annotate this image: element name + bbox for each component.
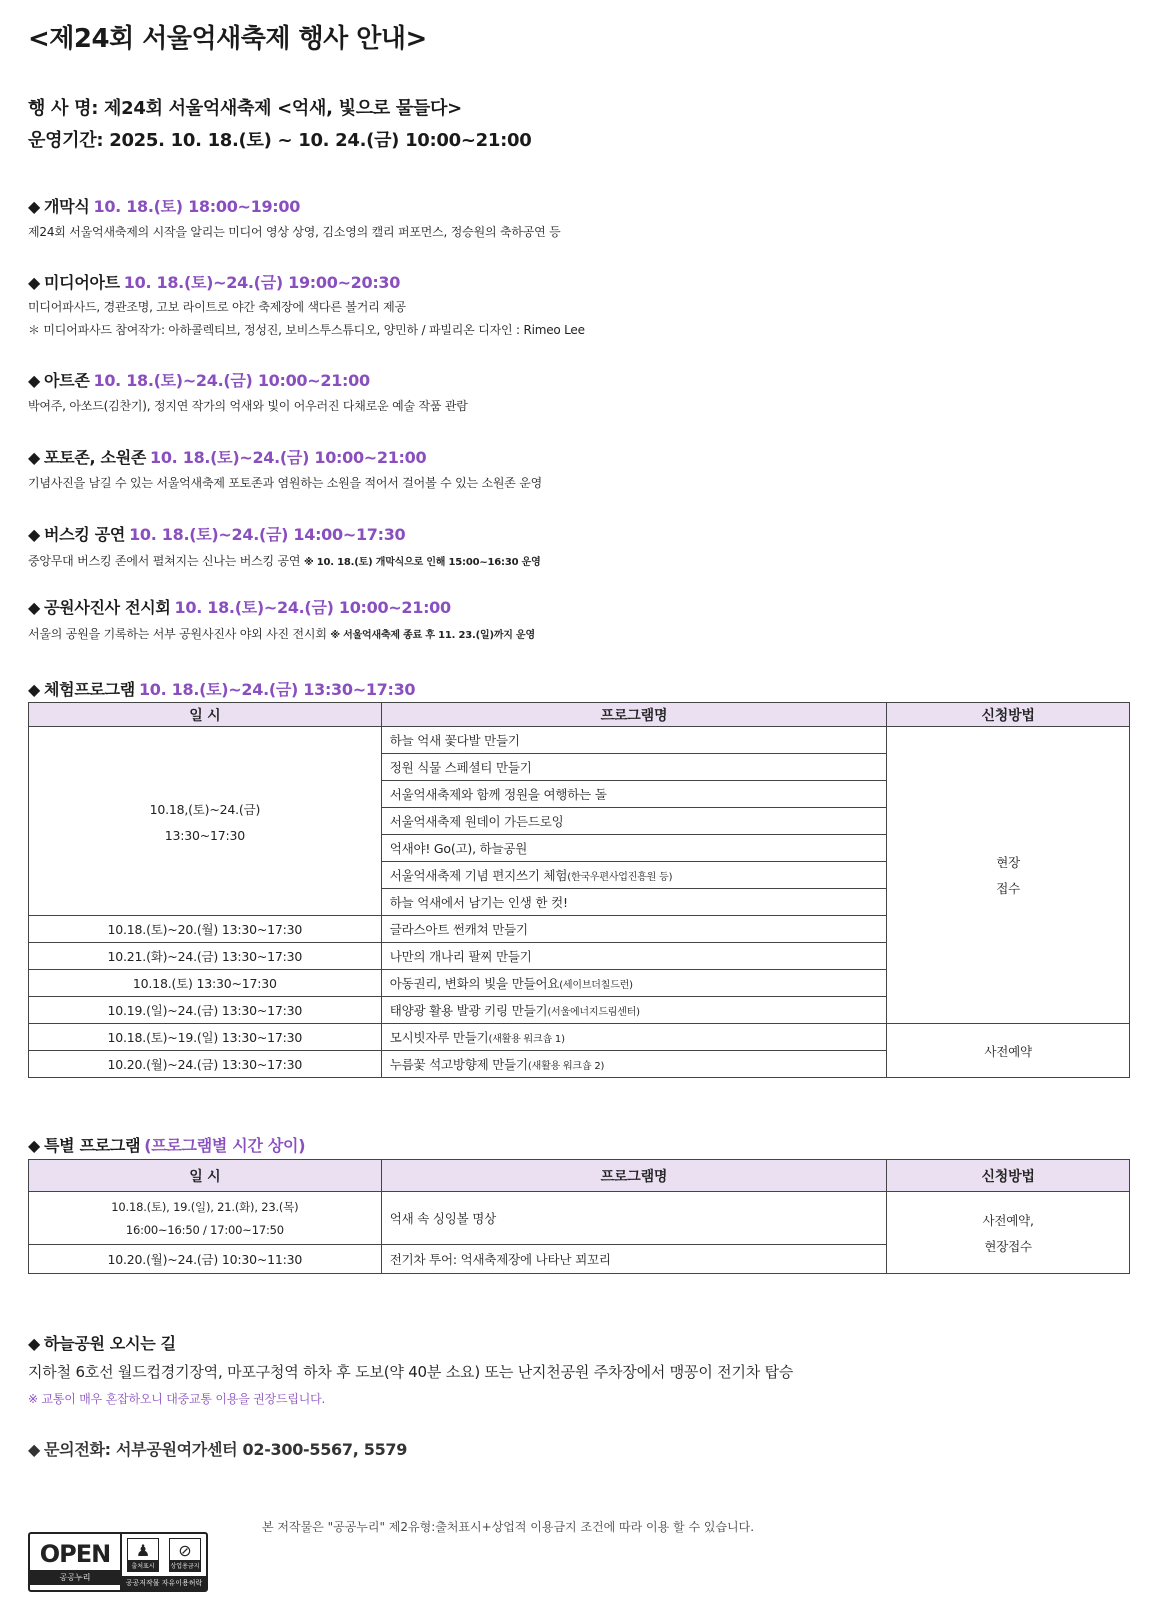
program-name: 모시빗자루 만들기: [389, 1030, 489, 1045]
section-busking: [28, 522, 405, 545]
section-name: 하늘공원 오시는 길: [44, 1334, 176, 1353]
program-cell: 억새 속 싱잉볼 명상: [381, 1192, 886, 1245]
date-cell: 10.18.(토)~19.(일) 13:30~17:30: [29, 1024, 382, 1051]
section-description: [28, 625, 535, 642]
section-photo-zone: [28, 445, 426, 468]
diamond-bullet-icon: ◆: [28, 1334, 41, 1353]
icon-label: 상업용금지: [170, 1560, 200, 1571]
program-cell: [381, 997, 887, 1024]
program-cell: 정원 식물 스페셜티 만들기: [381, 754, 887, 781]
date-cell: 10.18.(토)~20.(월) 13:30~17:30: [29, 916, 382, 943]
section-time: 10. 18.(토)~24.(금) 10:00~21:00: [174, 598, 451, 617]
diamond-bullet-icon: ◆: [28, 598, 41, 617]
section-description: 박여주, 아쏘드(김찬기), 정지연 작가의 억새와 빛이 어우러진 다채로운 예술 작품 관람: [28, 399, 468, 413]
program-name: 태양광 활용 발광 키링 만들기: [389, 1003, 548, 1018]
non-commercial-icon: ⊘ 상업용금지: [169, 1538, 201, 1572]
section-description: 미디어파사드, 경관조명, 고보 라이트로 야간 축제장에 색다른 볼거리 제공: [28, 300, 406, 314]
program-note: (새활용 워크숍 2): [527, 1061, 605, 1072]
method-cell: [887, 727, 1130, 1024]
open-logo: [30, 1534, 122, 1590]
license-icon-group: [122, 1534, 206, 1576]
program-cell: 하늘 억새에서 남기는 인생 한 컷!: [381, 889, 887, 916]
program-cell: 서울억새축제 원데이 가든드로잉: [381, 808, 887, 835]
diamond-bullet-icon: ◆: [28, 371, 41, 390]
program-note: (새활용 워크숍 1): [488, 1034, 565, 1045]
section-time: 10. 18.(토)~24.(금) 10:00~21:00: [150, 448, 427, 467]
event-period: 운영기간: 2025. 10. 18.(토) ~ 10. 24.(금) 10:00~21:00: [28, 130, 532, 151]
contact-info: [28, 1437, 407, 1460]
program-name: 서울억새축제 기념 편지쓰기 체험: [389, 868, 568, 883]
section-name: 버스킹 공연: [44, 525, 126, 544]
license-text: 본 저작물은 "공공누리" 제2유형:출처표시+상업적 이용금지 조건에 따라 이용 할 수 있습니다.: [262, 1520, 755, 1534]
table-row: [29, 1024, 1130, 1051]
program-cell: [381, 970, 887, 997]
diamond-bullet-icon: ◆: [28, 197, 41, 216]
column-header: 프로그램명: [381, 1160, 886, 1192]
date-line: 10.18.(토), 19.(일), 21.(화), 23.(목): [111, 1200, 299, 1214]
section-name: 체험프로그램: [44, 680, 135, 699]
column-header: 신청방법: [887, 703, 1130, 727]
diamond-bullet-icon: ◆: [28, 680, 41, 699]
description-note: ※ 서울억새축제 종료 후 11. 23.(일)까지 운영: [330, 630, 535, 641]
section-time: 10. 18.(토)~24.(금) 13:30~17:30: [138, 680, 416, 699]
table-header-row: [29, 703, 1130, 727]
date-range: 10.18,(토)~24.(금): [149, 801, 261, 817]
method-line: 현장: [996, 855, 1020, 870]
section-photo-exhibition: [28, 595, 451, 618]
program-cell: [381, 1024, 887, 1051]
license-icons: [122, 1534, 206, 1590]
program-cell: 서울억새축제와 함께 정원을 여행하는 돌: [381, 781, 887, 808]
program-name: 아동권리, 변화의 빛을 만들어요: [389, 976, 560, 991]
program-cell: 억새야! Go(고), 하늘공원: [381, 835, 887, 862]
method-line: 접수: [996, 881, 1020, 896]
section-artists-note: ＊ 미디어파사드 참여작가: 아하콜렉티브, 정성진, 보비스투스튜디오, 양민하 / 파빌리온 디자인 : Rimeo Lee: [28, 323, 585, 337]
open-text: OPEN: [39, 1539, 111, 1568]
section-time: 10. 18.(토)~24.(금) 14:00~17:30: [129, 525, 406, 544]
program-note: (세이브더칠드런): [559, 980, 633, 991]
diamond-bullet-icon: ◆: [28, 273, 41, 292]
section-time: 10. 18.(토) 18:00~19:00: [93, 197, 301, 216]
date-cell: 10.18.(토) 13:30~17:30: [29, 970, 382, 997]
date-cell: [29, 1192, 382, 1245]
method-cell: 사전예약: [887, 1024, 1130, 1078]
method-line: 사전예약,: [982, 1212, 1034, 1228]
column-header: 일 시: [29, 1160, 382, 1192]
program-note: (한국우편사업진흥원 등): [567, 872, 673, 883]
column-header: 일 시: [29, 703, 382, 727]
diamond-bullet-icon: ◆: [28, 448, 41, 467]
program-cell: 하늘 억새 꽃다발 만들기: [381, 727, 887, 754]
column-header: 신청방법: [887, 1160, 1130, 1192]
section-art-zone: [28, 368, 370, 391]
method-line: 현장접수: [984, 1238, 1032, 1254]
date-cell: 10.19.(일)~24.(금) 13:30~17:30: [29, 997, 382, 1024]
contact-text: 문의전화: 서부공원여가센터 02-300-5567, 5579: [44, 1440, 408, 1459]
experience-program-table: [28, 702, 1130, 1078]
section-media-art: [28, 270, 400, 293]
section-directions: [28, 1331, 176, 1354]
description-note: ※ 10. 18.(토) 개막식으로 인해 15:00~16:30 운영: [303, 557, 541, 568]
time-range: 13:30~17:30: [164, 827, 246, 843]
program-name: 누름꽃 석고방향제 만들기: [389, 1057, 528, 1072]
kogl-license-logo: [28, 1532, 208, 1592]
section-name: 특별 프로그램: [44, 1136, 141, 1155]
section-name: 포토존, 소원존: [44, 448, 147, 467]
section-name: 미디어아트: [44, 273, 120, 292]
date-cell: 10.20.(월)~24.(금) 13:30~17:30: [29, 1051, 382, 1078]
icon-label: 출처표시: [128, 1560, 158, 1571]
section-description: 기념사진을 남길 수 있는 서울억새축제 포토존과 염원하는 소원을 적어서 걸어볼 수 있는 소원존 운영: [28, 476, 543, 490]
directions-text: 지하철 6호선 월드컵경기장역, 마포구청역 하차 후 도보(약 40분 소요) 또는 난지천공원 주차장에서 맹꽁이 전기차 탑승: [28, 1363, 794, 1381]
special-program-table: [28, 1159, 1130, 1274]
section-name: 개막식: [44, 197, 90, 216]
description-text: 서울의 공원을 기록하는 서부 공원사진사 야외 사진 전시회: [28, 627, 331, 641]
description-text: 중앙무대 버스킹 존에서 펼쳐지는 신나는 버스킹 공연: [28, 554, 304, 568]
event-name: 행 사 명: 제24회 서울억새축제 <억새, 빛으로 물들다>: [28, 98, 462, 119]
program-cell: 전기차 투어: 억새축제장에 나타난 꾀꼬리: [381, 1245, 886, 1274]
section-experience-program: [28, 677, 415, 700]
table-row: [29, 727, 1130, 754]
section-description: 제24회 서울억새축제의 시작을 알리는 미디어 영상 상영, 김소영의 캘리 퍼포먼스, 정승원의 축하공연 등: [28, 225, 561, 239]
time-line: 16:00~16:50 / 17:00~17:50: [125, 1223, 284, 1237]
date-cell: [29, 727, 382, 916]
program-cell: 글라스아트 썬캐쳐 만들기: [381, 916, 887, 943]
license-subtext: 공공저작물 자유이용허락: [122, 1576, 206, 1590]
section-time: 10. 18.(토)~24.(금) 19:00~20:30: [123, 273, 401, 292]
attribution-icon: ♟ 출처표시: [127, 1538, 159, 1572]
directions-note: ※ 교통이 매우 혼잡하오니 대중교통 이용을 권장드립니다.: [28, 1392, 326, 1406]
diamond-bullet-icon: ◆: [28, 1136, 41, 1155]
section-time: 10. 18.(토)~24.(금) 10:00~21:00: [93, 371, 370, 390]
section-special-program: [28, 1133, 305, 1156]
section-time: (프로그램별 시간 상이): [144, 1136, 306, 1155]
section-name: 공원사진사 전시회: [44, 598, 171, 617]
section-name: 아트존: [44, 371, 90, 390]
section-opening-ceremony: [28, 194, 300, 217]
date-cell: 10.21.(화)~24.(금) 13:30~17:30: [29, 943, 382, 970]
program-cell: [381, 1051, 887, 1078]
table-row: [29, 1192, 1130, 1245]
program-note: (서울에너지드림센터): [547, 1007, 640, 1018]
diamond-bullet-icon: ◆: [28, 525, 41, 544]
diamond-bullet-icon: ◆: [28, 1440, 41, 1459]
page-title: <제24회 서울억새축제 행사 안내>: [28, 24, 427, 54]
program-cell: 나만의 개나리 팔찌 만들기: [381, 943, 887, 970]
section-description: [28, 552, 541, 569]
date-cell: 10.20.(월)~24.(금) 10:30~11:30: [29, 1245, 382, 1274]
column-header: 프로그램명: [381, 703, 887, 727]
program-cell: [381, 862, 887, 889]
method-cell: [887, 1192, 1130, 1274]
open-subtext: 공공누리: [30, 1570, 120, 1585]
table-header-row: [29, 1160, 1130, 1192]
